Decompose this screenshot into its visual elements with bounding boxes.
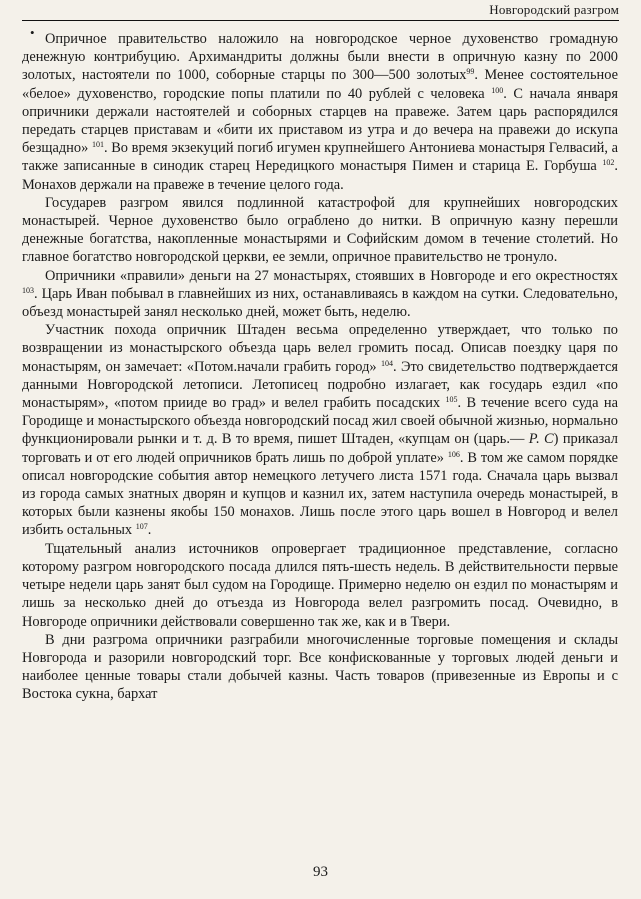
text-run: Опричники «правили» деньги на 27 монастырях, стоявших в Новгороде и его окрестностях (45, 267, 618, 284)
page-header (22, 0, 619, 21)
main-text (22, 30, 618, 704)
page-number: 93 (313, 864, 328, 880)
text-run: Опричное правительство наложило на новгородское черное духовенство громадную денежную контрибуцию. Архимандриты должны были внести в опричную казну по 2000 золотых, настоятели по 1000, соборные старцы по 300—500 золотых (22, 31, 618, 84)
text-run: . Монахов держали на правеже в течение целого года. (22, 158, 618, 193)
text-run: ) приказал торговать и от его людей опричников брать лишь по доброй уплате» (22, 431, 618, 466)
footnote-ref: 103 (22, 285, 34, 295)
text-run: . Во время экзекуций погиб игумен крупнейшего Антониева монастыря Гелвасий, а также записанные в синодик старец Нередицкого монастыря Пимен и старица Е. Горбуша (22, 140, 619, 175)
footnote-ref: 104 (380, 358, 393, 368)
italic-text: Р. С (528, 431, 554, 448)
paragraph (22, 631, 618, 704)
running-head: Новгородский разгром (489, 2, 619, 17)
text-run: . (147, 522, 152, 539)
text-run: Участник похода опричник Штаден весьма определенно утверждает, что только по возвращении из монастырского объезда царь велел громить посад. Описав поездку царя по монастырям, он замечает: «Потом.начали грабить город» (22, 322, 618, 375)
footnote-ref: 100 (491, 85, 504, 95)
text-run: В дни разгрома опричники разграбили многочисленные торговые помещения и склады Новгорода и разорили новгородский торг. Все конфискованные у торговых людей деньги и наиболее ценные товары стали добычей казны. Часть товаров (привезенные из Европы и с Востока сукна, бархат (22, 631, 618, 703)
paragraph (22, 321, 618, 539)
text-run: Тщательный анализ источников опровергает традиционное представление, согласно которому разгром новгородского посада длился пять-шесть недель. В действительности первые четыре недели царь занят был судом на Городище. Примерно неделю он ездил по монастырям и лишь за несколько дней до отъезда из Новгорода велел разгромить посад. Очевидно, в Новгороде опричники действовали совершенно так же, как и в Твери. (22, 540, 618, 630)
bullet-mark: • (30, 25, 35, 40)
paragraph (22, 194, 618, 267)
text-run: . Царь Иван побывал в главнейших из них, останавливаясь в каждом на сутки. Следовательно, объезд монастырей занял несколько дней, может быть, неделю. (22, 285, 618, 321)
text-run: . С начала января опричники держали настоятелей и соборных старцев на правеже. Затем царь распорядился передать старцев приставам и «бити их приставом из утра и до вечера на правежи до искупа безщадно» (22, 85, 618, 157)
paragraph (22, 540, 618, 631)
footnote-ref: 99 (466, 67, 475, 77)
text-run: . В течение всего суда на Городище и монастырского объезда новгородский посад жил своей обычной жизнью, нормально функционировали рынки и т. д. В то время, пишет Штаден, «купцам он (царь.— (22, 395, 618, 448)
text-run: . Менее состоятельное «белое» духовенство, городские попы платили по 40 рублей с человека (22, 67, 618, 102)
footnote-ref: 105 (445, 395, 458, 405)
footnote-ref: 102 (602, 158, 615, 168)
paragraph (22, 30, 618, 194)
footnote-ref: 106 (447, 449, 460, 459)
text-run: . В том же самом порядке описал новгородские события автор немецкого летучего листа 1571 года. Сначала царь вызвал из города самых знатных дворян и купцов и казнил их, затем наступила очередь монастырей, в которых были казнены якобы 150 монахов. Лишь после этого царь вошел в Новгород и велел избить остальных (22, 449, 618, 539)
paragraph (22, 267, 618, 322)
footnote-ref: 101 (91, 140, 104, 150)
text-run: . Это свидетельство подтверждается данными Новгородской летописи. Летописец подробно излагает, как государь ездил «по монастырям», «потом прииде во град» и велел грабить посадских (22, 358, 618, 412)
footnote-ref: 107 (135, 522, 148, 532)
text-run: Государев разгром явился подлинной катастрофой для крупнейших новгородских монастырей. Черное духовенство было ограблено до нитки. В опричную казну перешли денежные богатства, накопленные монастырями и Софийским домом в течение столетий. Но главное богатство новгородской церкви, ее земли, опричное правительство не тронуло. (22, 194, 618, 266)
